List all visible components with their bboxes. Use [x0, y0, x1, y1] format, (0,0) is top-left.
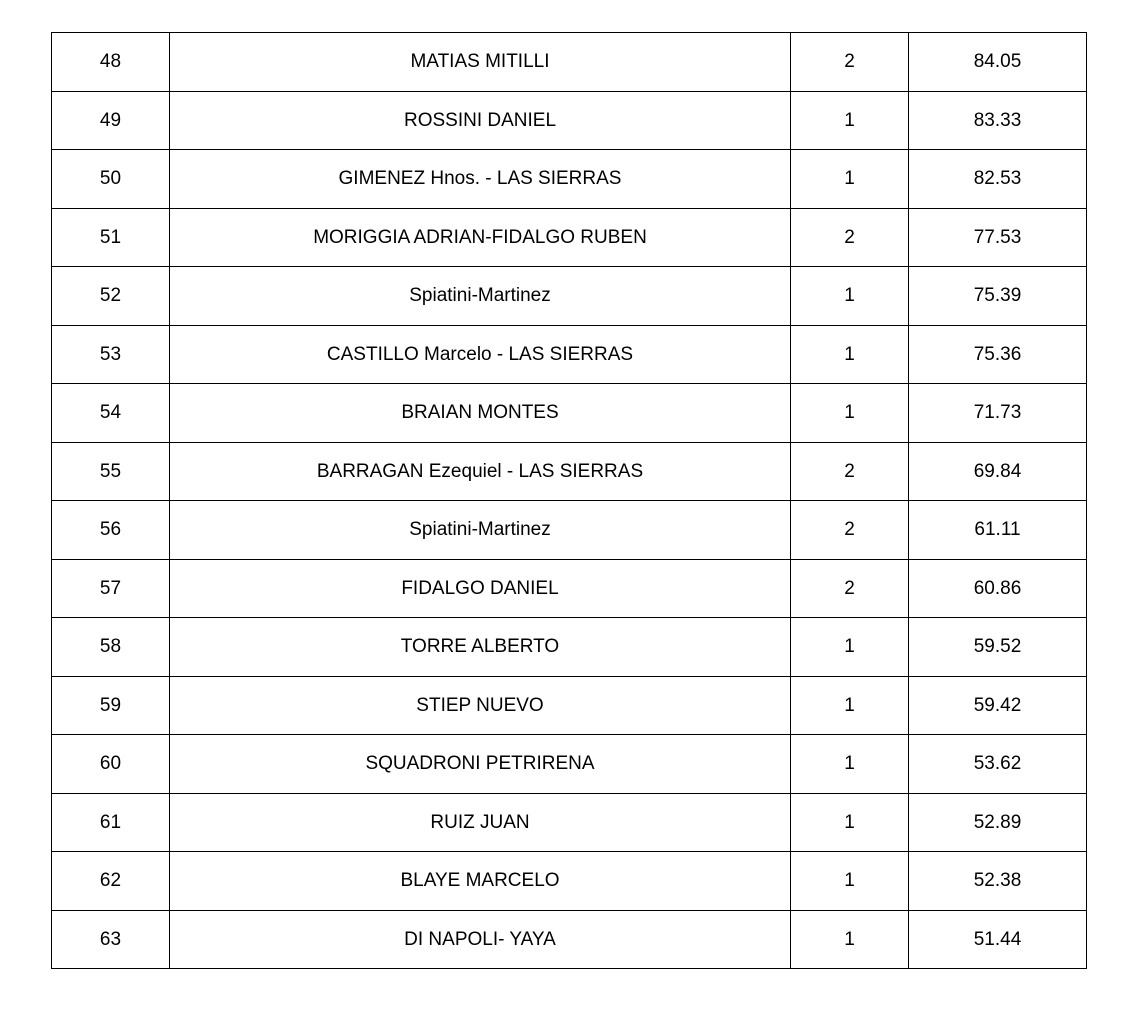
position-cell: 54	[52, 384, 170, 443]
position-cell: 53	[52, 325, 170, 384]
quantity-cell: 1	[791, 852, 909, 911]
table-row	[52, 150, 1087, 209]
quantity-cell: 1	[791, 384, 909, 443]
table-row	[52, 852, 1087, 911]
table-row	[52, 325, 1087, 384]
name-cell: ROSSINI DANIEL	[170, 91, 791, 150]
table-row	[52, 208, 1087, 267]
position-cell: 63	[52, 910, 170, 969]
position-cell: 51	[52, 208, 170, 267]
name-cell: Spiatini-Martinez	[170, 267, 791, 326]
results-table	[51, 32, 1087, 969]
score-cell: 75.36	[909, 325, 1087, 384]
name-cell: TORRE ALBERTO	[170, 618, 791, 677]
name-cell: RUIZ JUAN	[170, 793, 791, 852]
name-cell: CASTILLO Marcelo - LAS SIERRAS	[170, 325, 791, 384]
quantity-cell: 1	[791, 325, 909, 384]
score-cell: 84.05	[909, 33, 1087, 92]
table-row	[52, 501, 1087, 560]
quantity-cell: 2	[791, 501, 909, 560]
name-cell: FIDALGO DANIEL	[170, 559, 791, 618]
score-cell: 59.42	[909, 676, 1087, 735]
score-cell: 51.44	[909, 910, 1087, 969]
quantity-cell: 1	[791, 676, 909, 735]
position-cell: 49	[52, 91, 170, 150]
position-cell: 62	[52, 852, 170, 911]
quantity-cell: 1	[791, 267, 909, 326]
name-cell: GIMENEZ Hnos. - LAS SIERRAS	[170, 150, 791, 209]
score-cell: 82.53	[909, 150, 1087, 209]
quantity-cell: 2	[791, 442, 909, 501]
results-table-body	[52, 33, 1087, 969]
position-cell: 56	[52, 501, 170, 560]
score-cell: 53.62	[909, 735, 1087, 794]
score-cell: 60.86	[909, 559, 1087, 618]
name-cell: MORIGGIA ADRIAN-FIDALGO RUBEN	[170, 208, 791, 267]
position-cell: 50	[52, 150, 170, 209]
table-row	[52, 442, 1087, 501]
score-cell: 75.39	[909, 267, 1087, 326]
quantity-cell: 1	[791, 91, 909, 150]
score-cell: 69.84	[909, 442, 1087, 501]
table-row	[52, 735, 1087, 794]
name-cell: BRAIAN MONTES	[170, 384, 791, 443]
name-cell: Spiatini-Martinez	[170, 501, 791, 560]
position-cell: 59	[52, 676, 170, 735]
position-cell: 57	[52, 559, 170, 618]
position-cell: 52	[52, 267, 170, 326]
name-cell: MATIAS MITILLI	[170, 33, 791, 92]
score-cell: 71.73	[909, 384, 1087, 443]
position-cell: 61	[52, 793, 170, 852]
quantity-cell: 1	[791, 910, 909, 969]
quantity-cell: 2	[791, 33, 909, 92]
position-cell: 48	[52, 33, 170, 92]
position-cell: 60	[52, 735, 170, 794]
quantity-cell: 1	[791, 150, 909, 209]
name-cell: STIEP NUEVO	[170, 676, 791, 735]
score-cell: 52.89	[909, 793, 1087, 852]
quantity-cell: 1	[791, 618, 909, 677]
name-cell: DI NAPOLI- YAYA	[170, 910, 791, 969]
score-cell: 52.38	[909, 852, 1087, 911]
table-row	[52, 793, 1087, 852]
quantity-cell: 2	[791, 208, 909, 267]
score-cell: 77.53	[909, 208, 1087, 267]
name-cell: BARRAGAN Ezequiel - LAS SIERRAS	[170, 442, 791, 501]
position-cell: 55	[52, 442, 170, 501]
score-cell: 83.33	[909, 91, 1087, 150]
name-cell: SQUADRONI PETRIRENA	[170, 735, 791, 794]
table-row	[52, 618, 1087, 677]
table-row	[52, 384, 1087, 443]
score-cell: 59.52	[909, 618, 1087, 677]
quantity-cell: 1	[791, 793, 909, 852]
quantity-cell: 2	[791, 559, 909, 618]
table-row	[52, 33, 1087, 92]
table-row	[52, 91, 1087, 150]
position-cell: 58	[52, 618, 170, 677]
table-row	[52, 910, 1087, 969]
score-cell: 61.11	[909, 501, 1087, 560]
quantity-cell: 1	[791, 735, 909, 794]
name-cell: BLAYE MARCELO	[170, 852, 791, 911]
table-row	[52, 559, 1087, 618]
table-row	[52, 267, 1087, 326]
table-row	[52, 676, 1087, 735]
